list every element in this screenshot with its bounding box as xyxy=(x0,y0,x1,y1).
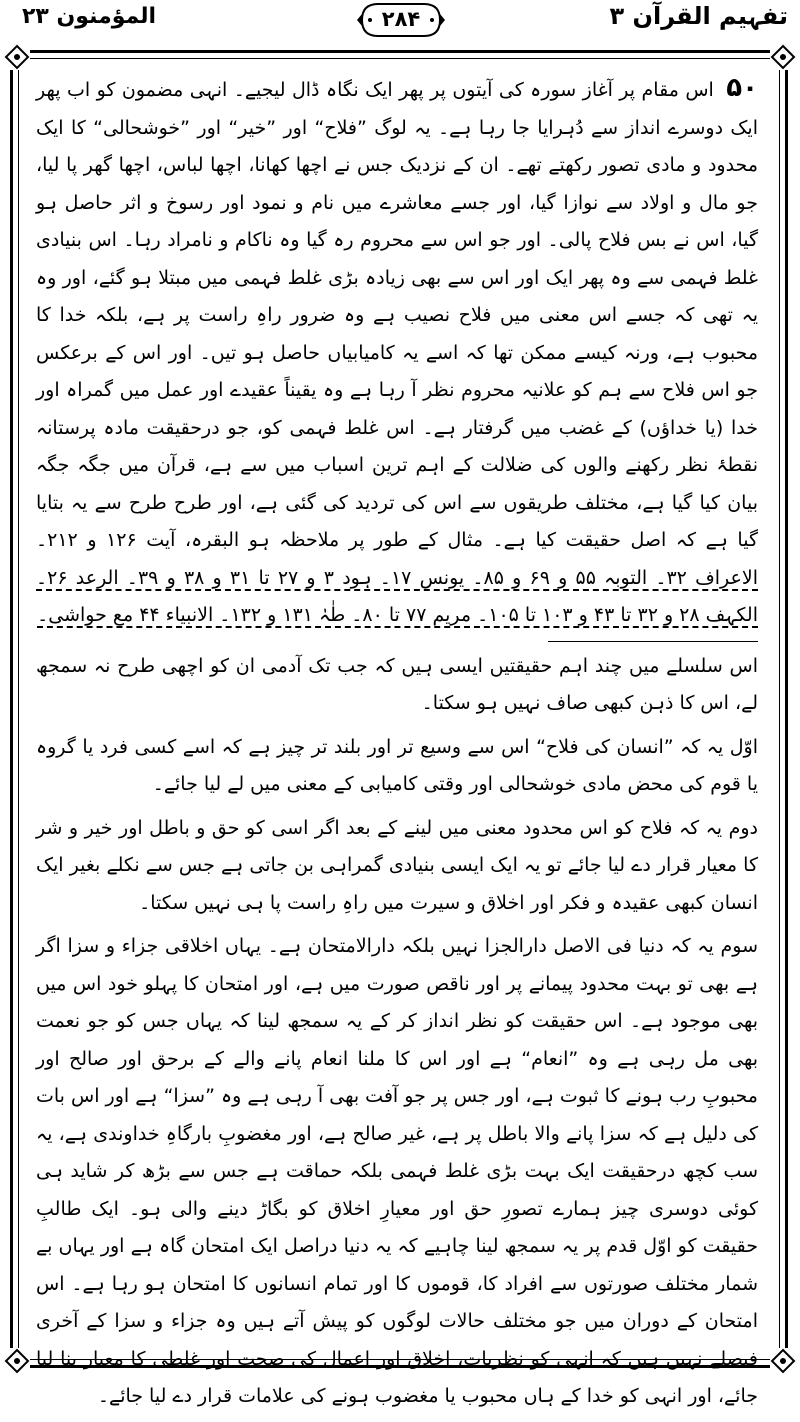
corner-ornament-icon xyxy=(770,1348,796,1374)
paragraph: دوم یہ کہ فلاح کو اس محدود معنی میں لینے کے بعد اگر اسی کو حق و باطل اور خیر و شر کا معیار قرار دے لیا جائے تو یہ ایک ایسی بنیادی گمراہی بن جاتی ہے جس سے نکلے بغیر ایک انسان کبھی عقیدہ و فکر اور اخلاق و سیرت میں راہِ راست پا ہی نہیں سکتا۔ xyxy=(36,816,758,914)
corner-ornament-icon xyxy=(4,1348,30,1374)
divider xyxy=(548,641,758,642)
paragraph: اوّل یہ کہ ”انسان کی فلاح“ اس سے وسیع تر اور بلند تر چیز ہے کہ اسے کسی فرد یا گروہ یا قوم کی محض مادی خوشحالی اور وقتی کامیابی کے معنی میں لے لیا جائے۔ xyxy=(36,735,758,795)
paragraph-lead: اس مقام پر آغاز سورہ کی آیتوں پر پھر ایک نگاہ ڈال لیجیے۔ انہی مضمون کو اب پھر ایک دوسرے انداز سے دُہرایا جا رہا ہے۔ یہ لوگ ”فلاح“ اور ”خیر“ اور ”خوشحالی“ کا ایک محدود و مادی تصور رکھتے تھے۔ ان کے نزدیک جس نے اچھا کھانا، اچھا لباس، اچھا گھر پا لیا، جو مال و اولاد سے نوازا گیا، اور جسے معاشرے میں نام و نمود اور رسوخ و اثر حاصل ہو گیا، اس نے بس فلاح پالی۔ اور جو اس سے محروم رہ گیا وہ ناکام و نامراد رہا۔ اس بنیادی غلط فہمی سے وہ پھر ایک اور اس سے بھی زیادہ بڑی غلط فہمی میں مبتلا ہو گئے، اور وہ یہ تھی کہ جسے اس معنی میں فلاح نصیب ہے وہ ضرور راہِ راست پر ہے، بلکہ خدا کا محبوب ہے، ورنہ کیسے ممکن تھا کہ اسے یہ کامیابیاں حاصل ہو تیں۔ اور اس کے برعکس جو اس فلاح سے ہم کو علانیہ محروم نظر آ رہا ہے وہ یقیناً عقیدے اور عمل میں گمراہ اور خدا (یا خداؤں) کے غضب میں گرفتار ہے۔ اس غلط فہمی کو، جو درحقیقت مادہ پرستانہ نقطۂ نظر رکھنے والوں کی ضلالت کے اہم ترین اسباب میں سے ہے، قرآن میں جگہ جگہ بیان کیا گیا ہے، مختلف طریقوں سے اس کی تردید کی گئی ہے، اور طرح طرح سے یہ بتایا گیا ہے کہ اصل حقیقت کیا ہے۔ مثال کے طور پر ملاحظہ ہو البقرہ، آیت ۱۲۶ و ۲۱۲۔ xyxy=(36,79,759,551)
corner-ornament-icon xyxy=(770,44,796,70)
page-header xyxy=(0,0,800,48)
book-title: تفہیم القرآن ۳ xyxy=(609,2,788,30)
page-number-ornament xyxy=(356,0,446,40)
corner-ornament-icon xyxy=(4,44,30,70)
note-number: ۵۰ xyxy=(726,73,758,103)
surah-label: المؤمنون ۲۳ xyxy=(22,4,157,29)
paragraph xyxy=(36,70,758,635)
commentary-text xyxy=(36,70,758,1422)
paragraph: سوم یہ کہ دنیا فی الاصل دارالجزا نہیں بلکہ دارالامتحان ہے۔ یہاں اخلاقی جزاء و سزا اگر ہے بھی تو بہت محدود پیمانے پر اور ناقص صورت میں ہے، اور امتحان کا پہلو خود اس میں بھی موجود ہے۔ اس حقیقت کو نظر انداز کر کے یہ سمجھ لینا کہ یہاں جس کو جو نعمت بھی مل رہی ہے وہ ”انعام“ ہے اور اس کا ملنا انعام پانے والے کے برحق اور صالح اور محبوبِ رب ہونے کا ثبوت ہے، اور جس پر جو آفت بھی آ رہی ہے وہ ”سزا“ ہے اور اس بات کی دلیل ہے کہ سزا پانے والا باطل پر ہے، غیر صالح ہے، اور مغضوبِ بارگاہِ خداوندی ہے، یہ سب کچھ درحقیقت ایک بہت بڑی غلط فہمی بلکہ حماقت ہے جس سے بڑھ کر شاید ہی کوئی دوسری چیز ہمارے تصورِ حق اور معیارِ اخلاق کو بگاڑ دینے والی ہو۔ ایک طالبِ حقیقت کو اوّل قدم پر یہ سمجھ لینا چاہیے کہ یہ دنیا دراصل ایک امتحان گاہ ہے اور یہاں بے شمار مختلف صورتوں سے افراد کا، قوموں کا اور تمام انسانوں کا امتحان ہو رہا ہے۔ اس امتحان کے دوران میں جو مختلف حالات لوگوں کو پیش آتے ہیں وہ جزاء و سزا کے آخری فیصلے نہیں ہیں کہ انہی کو نظریات، اخلاق اور اعمال کی صحت اور غلطی کا معیار بنا لیا جائے، اور انہی کو خدا کے ہاں محبوب یا مغضوب ہونے کی علامات قرار دے لیا جائے۔ xyxy=(36,935,758,1407)
page-number: ۲۸۴ xyxy=(381,7,421,31)
paragraph: اس سلسلے میں چند اہم حقیقتیں ایسی ہیں کہ جب تک آدمی ان کو اچھی طرح نہ سمجھ لے، اس کا ذہن کبھی صاف نہیں ہو سکتا۔ xyxy=(36,654,758,714)
reference-list: الاعراف ۳۲۔ التوبہ ۵۵ و ۶۹ و ۸۵۔ یونس ۱۷۔ ہود ۳ و ۲۷ تا ۳۱ و ۳۸ و ۳۹۔ الرعد ۲۶۔ الکہف ۲۸ و ۳۲ تا ۴۳ و ۱۰۳ تا ۱۰۵۔ مریم ۷۷ تا ۸۰۔ طٰہٰ ۱۳۱ و ۱۳۲۔ الانبیاء ۴۴ مع حواشی۔ xyxy=(36,566,758,626)
